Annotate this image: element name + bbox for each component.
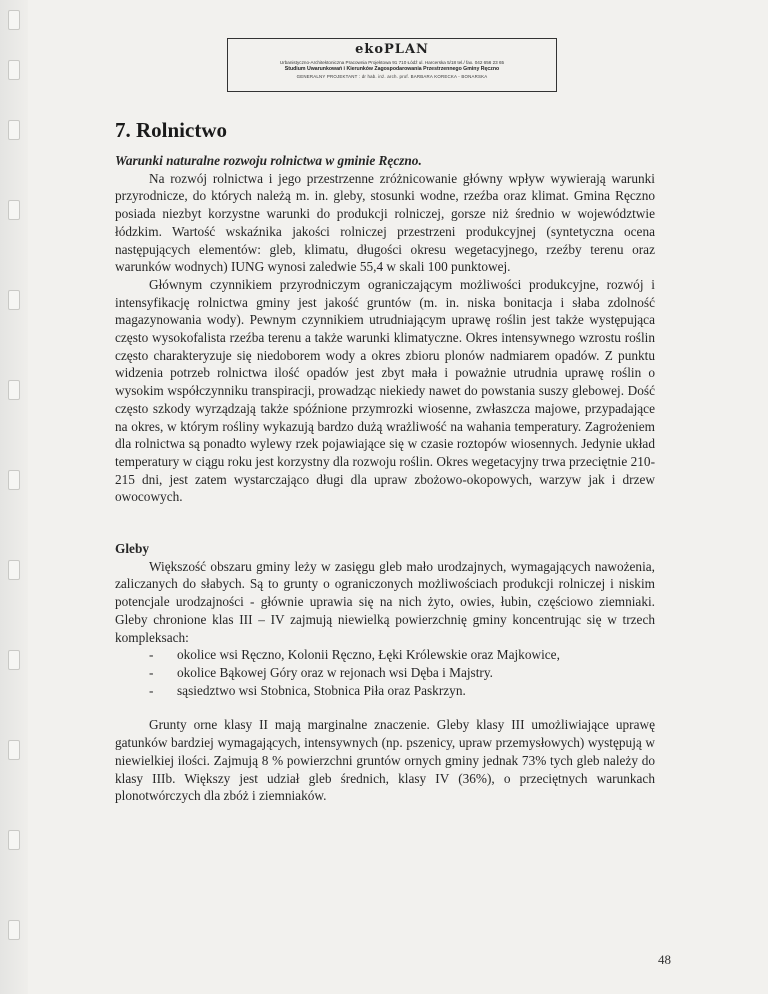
binder-hole — [8, 560, 20, 580]
chapter-title: 7. Rolnictwo — [115, 118, 227, 142]
paragraph: Większość obszaru gminy leży w zasięgu gleb mało urodzajnych, wymagających nawożenia, zaliczanych do słabych. Są to grunty o ograniczonych możliwościach produkcji rolniczej i niskim potencjale urodzajności - głównie uprawia się na nich żyto, owies, łubin, częściowo ziemniaki. Gleby chronione klas III – IV zajmują niewielką powierzchnię gminy koncentrując się w trzech kompleksach: — [115, 558, 655, 645]
binder-strip — [0, 0, 28, 994]
section-heading-natural-conditions: Warunki naturalne rozwoju rolnictwa w gminie Ręczno. — [115, 153, 422, 168]
binder-hole — [8, 650, 20, 670]
binder-hole — [8, 200, 20, 220]
soil-complex-list — [115, 646, 655, 699]
chapter-content — [115, 152, 655, 805]
paragraph: Grunty orne klasy II mają marginalne znaczenie. Gleby klasy III umożliwiające uprawę gatunków bardziej wymagających, intensywnych (np. pszenicy, upraw przemysłowych) występują w niewielkiej ilości. Zajmują 8 % powierzchni gruntów ornych gminy jednak 73% tych gleb należy do klasy IIIb. Większy jest udział gleb średnich, klasy IV (36%), o przeciętnych warunkach plonotwórczych dla zbóż i ziemniaków. — [115, 717, 655, 804]
paragraph: Na rozwój rolnictwa i jego przestrzenne zróżnicowanie główny wpływ wywierają warunki przyrodnicze, do których należą m. in. gleby, stosunki wodne, rzeźba oraz klimat. Gmina Ręczno posiada niezbyt korzystne warunki do produkcji rolniczej, gorsze niż średnio w województwie łódzkim. Wartość wskaźnika jakości rolniczej przestrzeni produkcyjnej (syntetyczna ocena następujących elementów: gleb, klimatu, długości okresu wegetacyjnego, rzeźby terenu oraz warunków wodnych) IUNG wynosi zaledwie 55,4 w skali 100 punktowej. — [115, 170, 655, 275]
binder-hole — [8, 120, 20, 140]
section-heading-soils: Gleby — [115, 541, 149, 557]
study-title: Studium Uwarunkowań i Kierunków Zagospodarowania Przestrzennego Gminy Ręczno — [284, 66, 500, 72]
list-item: - sąsiedztwo wsi Stobnica, Stobnica Piła oraz Paskrzyn. — [115, 682, 655, 700]
ekoplan-logo: ekoPLAN — [355, 42, 429, 57]
binder-hole — [8, 740, 20, 760]
binder-hole — [8, 290, 20, 310]
binder-hole — [8, 470, 20, 490]
page-number: 48 — [658, 952, 671, 967]
list-item: - okolice Bąkowej Góry oraz w rejonach wsi Dęba i Majstry. — [115, 664, 655, 682]
binder-hole — [8, 10, 20, 30]
paragraph: Głównym czynnikiem przyrodniczym ograniczającym możliwości produkcyjne, rozwój i intensyfikację rolnictwa gminy jest jakość gruntów (m. in. niska bonitacja i słaba zdolność magazynowania wody). Pewnym czynnikiem utrudniającym uprawę roślin jest także występująca często wysokofalista rzeźba terenu a także warunki klimatyczne. Okres intensywnego wzrostu roślin często charakteryzuje się niedoborem wody a okres zbioru plonów nadmiarem opadów. Z punktu widzenia potrzeb rolnictwa ilość opadów jest zbyt mała i poważnie utrudnia uprawę roślin o wysokim współczynniku transpiracji, prowadząc niekiedy nawet do powstania suszy glebowej. Dość często szkody wyrządzają także spóźnione przymrozki wiosenne, zwłaszcza majowe, przypadające na okres, w którym rośliny wykazują bardzo dużą wrażliwość na wahania temperatury. Zagrożeniem dla rolnictwa są ponadto wylewy rzek pojawiające się w czasie roztopów wiosennych. Jedynie układ temperatury w ciągu roku jest korzystny dla rozwoju roślin. Okres wegetacyjny trwa przeciętnie 210-215 dni, jest zatem wystarczająco długi dla upraw zbożowo-okopowych, warzyw jak i drzew owocowych. — [115, 276, 655, 505]
binder-hole — [8, 920, 20, 940]
chief-designer: GENERALNY PROJEKTANT : dr hab. inż. arch. prof. BARBARA KORECKA - BONARSKA — [296, 74, 488, 79]
document-header — [227, 38, 557, 92]
binder-hole — [8, 380, 20, 400]
list-item: - okolice wsi Ręczno, Kolonii Ręczno, Łęki Królewskie oraz Majkowice, — [115, 646, 655, 664]
office-address: Urbanistyczno-Architektoniczna Pracownia Projektowa 91 710 Łódź ul. Harcerska 5/18 tel./ fax. 042 656 23 65 — [279, 60, 505, 65]
binder-hole — [8, 830, 20, 850]
binder-hole — [8, 60, 20, 80]
